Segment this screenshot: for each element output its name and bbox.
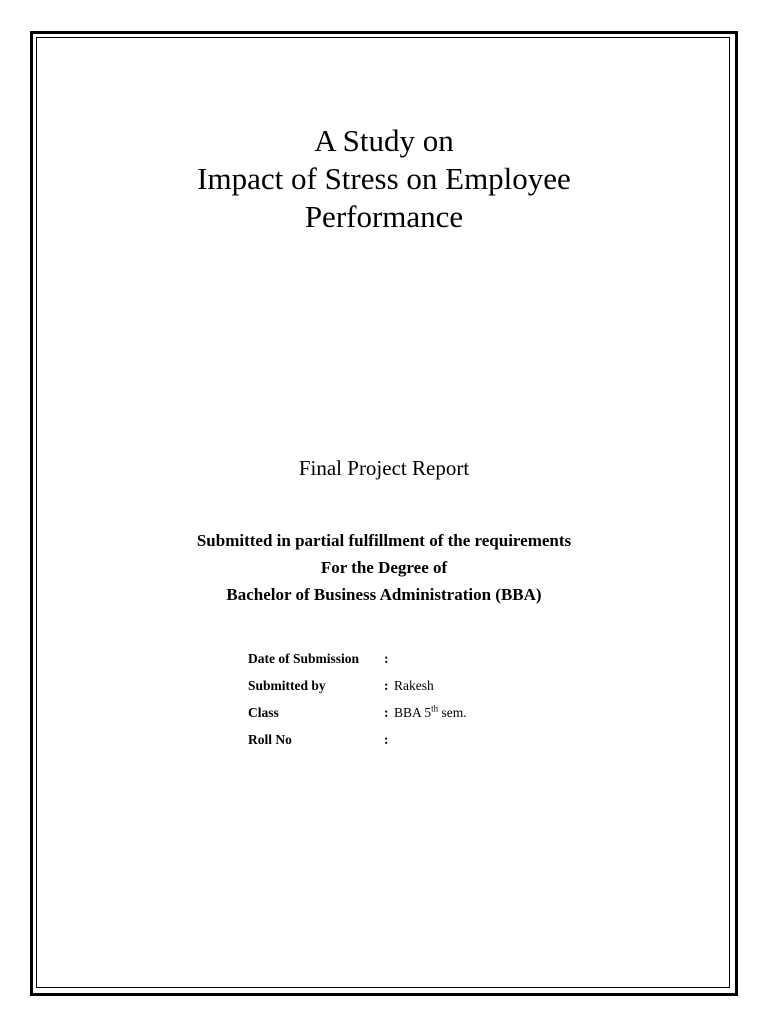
submission-line-1: Submitted in partial fulfillment of the requirements — [196, 531, 572, 550]
class-value-superscript: th — [431, 703, 439, 714]
date-separator: : — [384, 651, 389, 666]
title-line-2: Impact of Stress on Employee — [197, 161, 571, 196]
date-label: Date of Submission — [248, 651, 360, 666]
document-title — [0, 122, 768, 236]
report-type: Final Project Report — [298, 456, 470, 480]
title-line-3: Performance — [304, 199, 464, 234]
roll-no-separator: : — [384, 732, 389, 747]
class-value-prefix: BBA 5 — [394, 705, 432, 720]
class-value-suffix: sem. — [438, 705, 467, 720]
class-separator: : — [384, 705, 389, 720]
submission-line-2: For the Degree of — [320, 558, 448, 577]
roll-no-label: Roll No — [248, 732, 292, 747]
submitted-by-separator: : — [384, 678, 389, 693]
class-value — [394, 705, 467, 721]
submitted-by-value: Rakesh — [394, 678, 434, 693]
submission-statement — [0, 527, 768, 608]
submission-line-3: Bachelor of Business Administration (BBA) — [226, 585, 542, 604]
class-label: Class — [248, 705, 279, 720]
title-line-1: A Study on — [314, 123, 454, 158]
submitted-by-label: Submitted by — [248, 678, 326, 693]
